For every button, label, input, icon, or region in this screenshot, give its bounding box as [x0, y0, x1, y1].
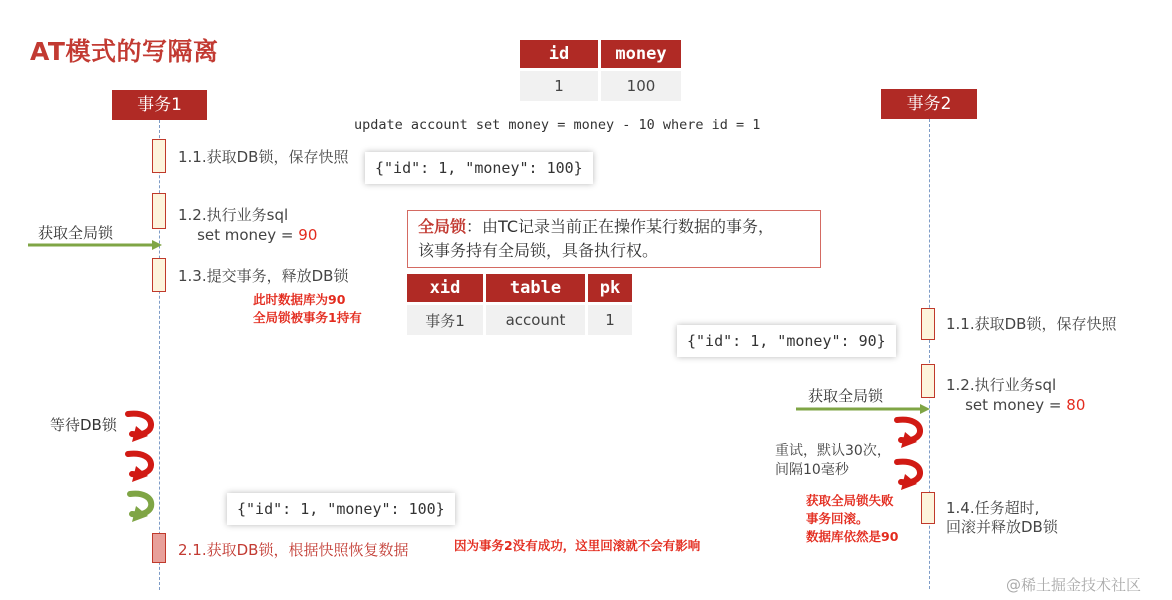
db-table-header-money: money	[601, 40, 681, 68]
tx2-activation-2	[921, 364, 935, 398]
tx1-activation-3	[152, 258, 166, 292]
tx2-snapshot: {"id": 1, "money": 90}	[677, 325, 896, 357]
tx2-step-2-sql-prefix: set money =	[946, 396, 1067, 414]
tx1-snapshot-2: {"id": 1, "money": 100}	[227, 493, 455, 525]
tx1-snapshot-1: {"id": 1, "money": 100}	[365, 152, 593, 184]
tx2-step-3: 1.4.任务超时,	[946, 499, 1040, 517]
lock-table-header-pk: pk	[588, 274, 632, 302]
global-lock-note-bold: 全局锁	[418, 217, 467, 236]
global-lock-note-line-2: 该事务持有全局锁，具备执行权。	[418, 241, 659, 260]
tx2-step-3-line-2: 回滚并释放DB锁	[946, 518, 1058, 536]
tx2-retry-spiral-icon	[887, 410, 937, 498]
db-table	[517, 40, 684, 101]
tx1-activation-1	[152, 139, 166, 173]
tx1-global-lock-arrow	[28, 238, 164, 252]
tx1-activation-4	[152, 533, 166, 563]
lock-table-header-xid: xid	[407, 274, 483, 302]
tx2-fail-line-2: 事务回滚。	[806, 511, 869, 526]
tx2-step-2-sql	[946, 395, 1085, 415]
tx2-fail-line-1: 获取全局锁失败	[806, 493, 894, 508]
tx2-activation-1	[921, 308, 935, 340]
tx1-step-3: 1.3.提交事务，释放DB锁	[178, 267, 349, 285]
db-table-cell-id: 1	[520, 71, 598, 101]
db-table-cell-money: 100	[601, 71, 681, 101]
lock-table-header-table: table	[486, 274, 585, 302]
tx2-fail-line-3: 数据库依然是90	[806, 529, 899, 544]
tx1-step-2: 1.2.执行业务sql	[178, 206, 289, 224]
global-lock-note	[407, 210, 821, 268]
tx2-step-1: 1.1.获取DB锁，保存快照	[946, 315, 1117, 333]
tx1-step-2-sql-prefix: set money =	[178, 226, 299, 244]
global-lock-note-line-1: ：由TC记录当前正在操作某行数据的事务，	[466, 217, 775, 236]
lock-table-cell-pk: 1	[588, 305, 632, 335]
tx1-note-line-2: 全局锁被事务1持有	[253, 310, 362, 325]
tx1-activation-2	[152, 193, 166, 229]
tx2-retry-line-1: 重试，默认30次，	[775, 443, 891, 459]
tx1-step-4: 2.1.获取DB锁，根据快照恢复数据	[178, 541, 409, 559]
tx2-step-2-sql-value: 80	[1066, 396, 1086, 414]
sql-statement: update account set money = money - 10 where id = 1	[354, 117, 761, 133]
tx1-note-line-1: 此时数据库为90	[253, 292, 346, 307]
watermark: @稀土掘金技术社区	[1006, 576, 1142, 594]
tx1-step-1: 1.1.获取DB锁，保存快照	[178, 148, 349, 166]
db-table-header-id: id	[520, 40, 598, 68]
lock-table-cell-table: account	[486, 305, 585, 335]
lock-table	[404, 274, 635, 335]
tx2-header: 事务2	[881, 89, 977, 119]
lock-table-cell-xid: 事务1	[407, 305, 483, 335]
page-title: AT模式的写隔离	[30, 37, 219, 66]
tx1-step-2-sql	[178, 225, 317, 245]
tx2-retry-line-2: 间隔10毫秒	[775, 462, 849, 478]
tx1-get-global-lock-label: 获取全局锁	[38, 224, 114, 242]
bottom-note: 因为事务2没有成功，这里回滚就不会有影响	[454, 538, 701, 553]
tx1-wait-db-lock-label: 等待DB锁	[50, 416, 117, 434]
tx1-header: 事务1	[112, 90, 207, 120]
tx2-step-2: 1.2.执行业务sql	[946, 376, 1057, 394]
tx2-get-global-lock-label: 获取全局锁	[808, 387, 884, 405]
tx1-wait-spiral-icon	[118, 404, 168, 530]
tx1-step-2-sql-value: 90	[298, 226, 318, 244]
